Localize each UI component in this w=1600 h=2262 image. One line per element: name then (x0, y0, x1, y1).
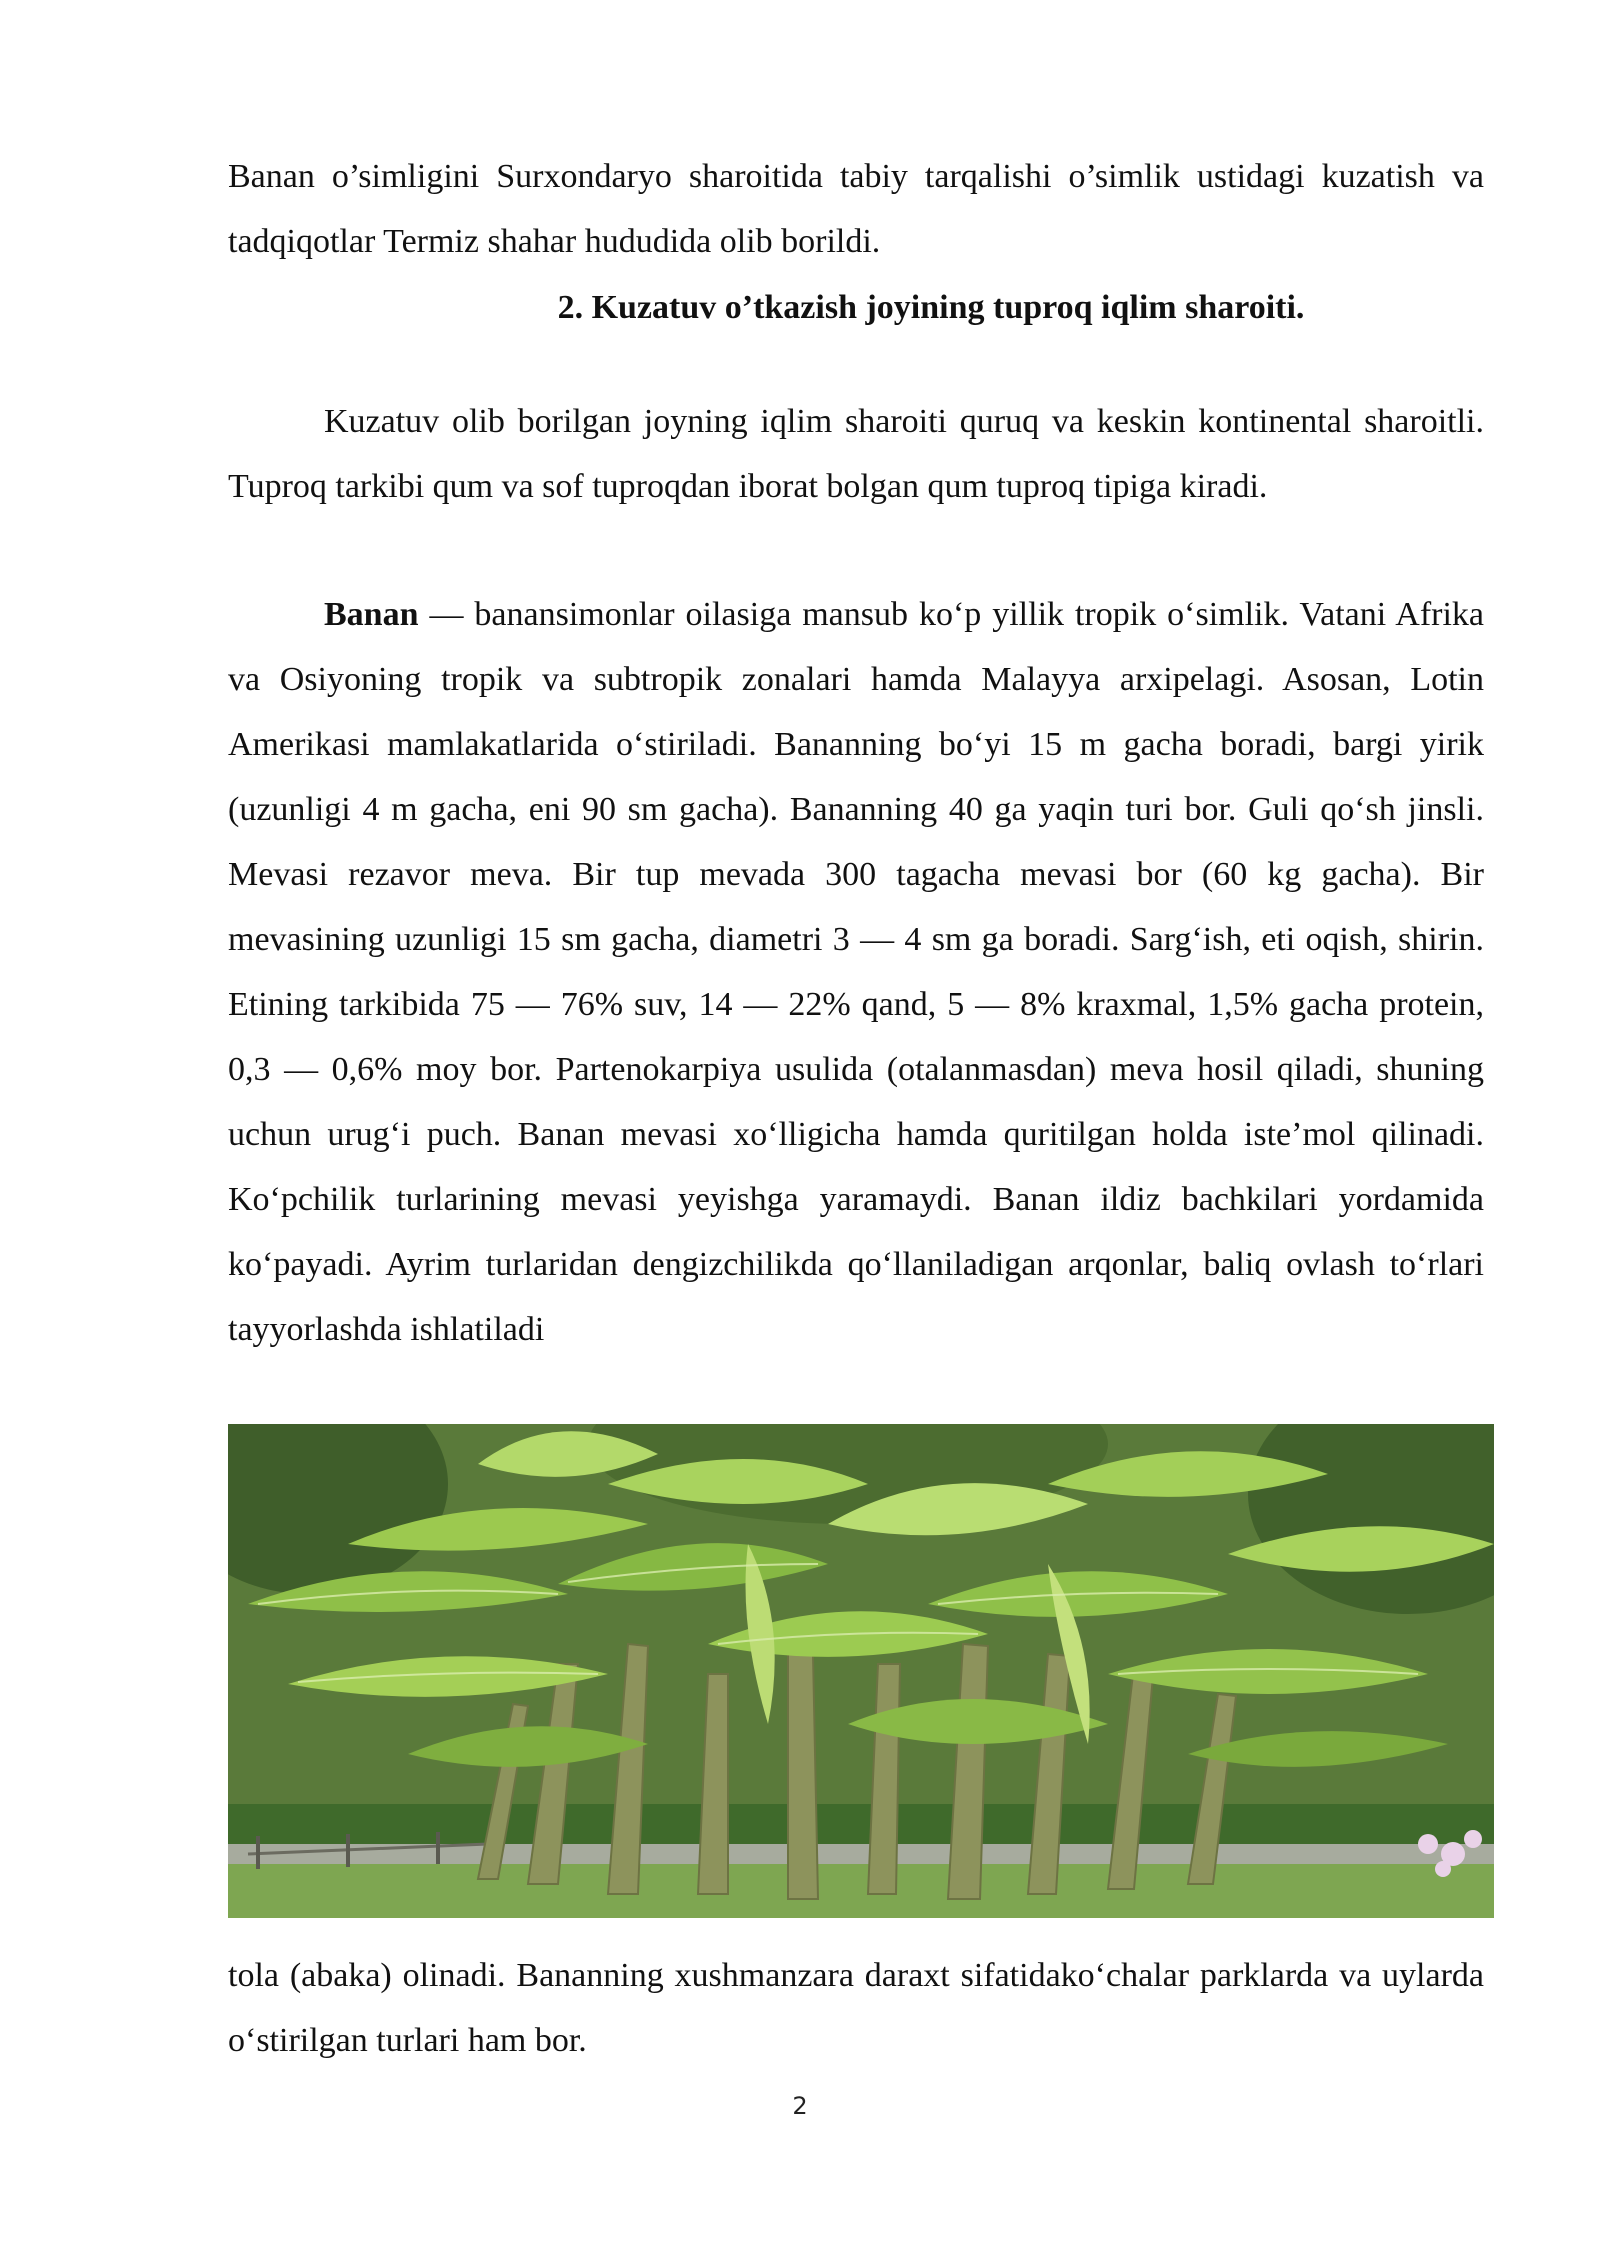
intro-paragraph: Banan o’simligini Surxondaryo sharoitida tabiy tarqalishi o’simlik ustidagi kuzatish va tadqiqotlar Termiz shahar hududida olib borildi. (228, 158, 1484, 260)
banana-description: — banansimonlar oilasiga mansub ko‘p yillik tropik o‘simlik. Vatani Afrika va Osiyoning tropik va subtropik zonalari hamda Malayya arxipelagi. Asosan, Lotin Amerikasi mamlakatlarida o‘stiriladi. Bananning bo‘yi 15 m gacha boradi, bargi yirik (uzunligi 4 m gacha, eni 90 sm gacha). Bananning 40 ga yaqin turi bor. Guli qo‘sh jinsli. Mevasi rezavor meva. Bir tup mevada 300 tagacha mevasi bor (60 kg gacha). Bir mevasining uzunligi 15 sm gacha, diametri 3 — 4 sm ga boradi. Sarg‘ish, eti oqish, shirin. Etining tarkibida 75 — 76% suv, 14 — 22% qand, 5 — 8% kraxmal, 1,5% gacha protein, 0,3 — 0,6% moy bor. Partenokarpiya usulida (otalanmasdan) meva hosil qiladi, shuning uchun urug‘i puch. Banan mevasi xo‘lligicha hamda quritilgan holda iste’mol qilinadi. Ko‘pchilik turlarining mevasi yeyishga yaramaydi. Banan ildiz bachkilari yordamida ko‘payadi. Ayrim turlaridan dengizchilikda qo‘llaniladigan arqonlar, baliq ovlash to‘rlari tayyorlashda ishlatiladi (228, 596, 1484, 1348)
banana-paragraph (228, 582, 1484, 1362)
section-heading: 2. Kuzatuv o’tkazish joyining tuproq iqlim sharoiti. (557, 289, 1305, 326)
closing-paragraph: tola (abaka) olinadi. Bananning xushmanzara daraxt sifatidako‘chalar parklarda va uylarda o‘stirilgan turlari ham bor. (228, 1957, 1484, 2059)
page-number: 2 (792, 2092, 808, 2120)
climate-paragraph: Kuzatuv olib borilgan joyning iqlim sharoiti quruq va keskin kontinental sharoitli. Tuproq tarkibi qum va sof tuproqdan iborat bolgan qum tuproq tipiga kiradi. (228, 403, 1484, 505)
banana-plants-illustration (228, 1424, 1494, 1918)
banana-plants-photo (228, 1424, 1494, 1918)
banana-term: Banan (324, 596, 419, 633)
